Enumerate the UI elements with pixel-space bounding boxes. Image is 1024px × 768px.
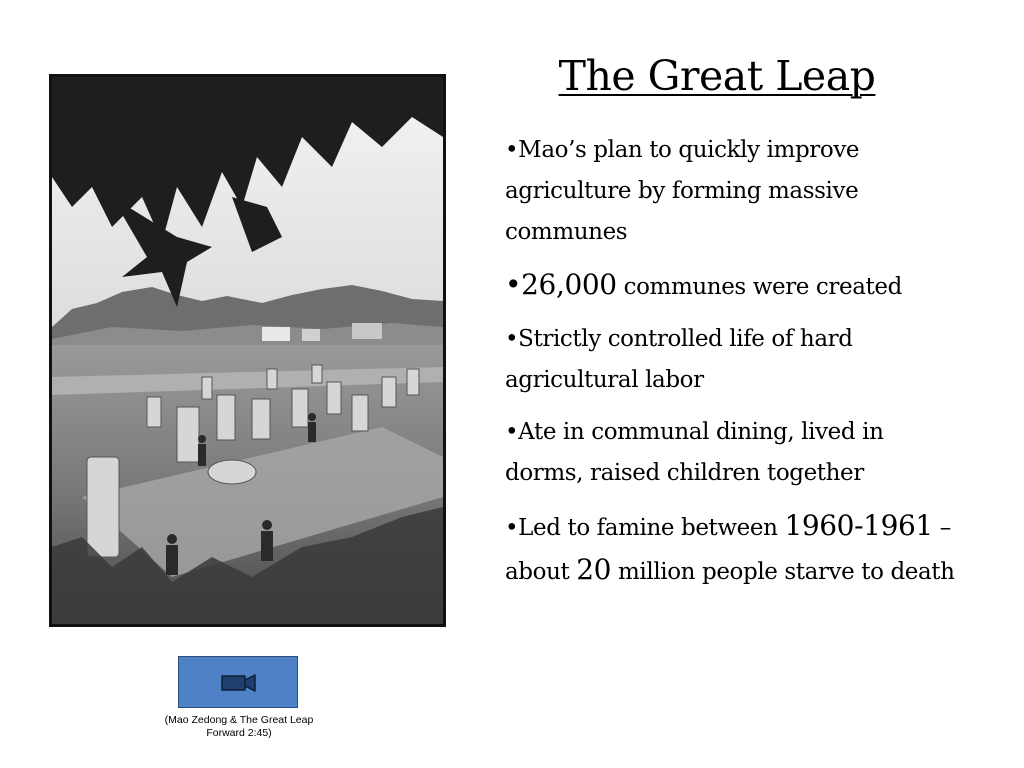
bullet-item bbox=[505, 264, 965, 308]
bullet-text: million people starve to death bbox=[611, 559, 955, 585]
bullet-number: •26,000 bbox=[505, 268, 617, 301]
backyard-furnaces-photo bbox=[49, 74, 446, 627]
bullet-text: •Led to famine between bbox=[505, 515, 785, 541]
bullet-item bbox=[505, 505, 965, 593]
slide-title: The Great Leap bbox=[558, 52, 876, 100]
bullet-text: •Ate in communal dining, lived in dorms, raised children together bbox=[505, 419, 884, 486]
caption-line: (Mao Zedong & The Great Leap bbox=[164, 714, 314, 726]
bullet-list bbox=[505, 130, 965, 604]
bullet-text: communes were created bbox=[616, 274, 902, 300]
photo-illustration bbox=[52, 77, 443, 624]
bullet-item bbox=[505, 319, 965, 401]
play-video-button[interactable] bbox=[178, 656, 298, 708]
bullet-item bbox=[505, 130, 965, 253]
video-caption bbox=[150, 714, 328, 740]
video-camera-icon bbox=[220, 673, 258, 693]
bullet-text: •Mao’s plan to quickly improve agriculture by forming massive communes bbox=[505, 137, 860, 245]
bullet-text: – about bbox=[505, 515, 951, 585]
bullet-item bbox=[505, 412, 965, 494]
bullet-number: 1960-1961 bbox=[784, 509, 933, 542]
bullet-number: 20 bbox=[576, 553, 612, 586]
caption-line: Forward 2:45) bbox=[206, 727, 272, 739]
bullet-text: •Strictly controlled life of hard agricultural labor bbox=[505, 326, 853, 393]
